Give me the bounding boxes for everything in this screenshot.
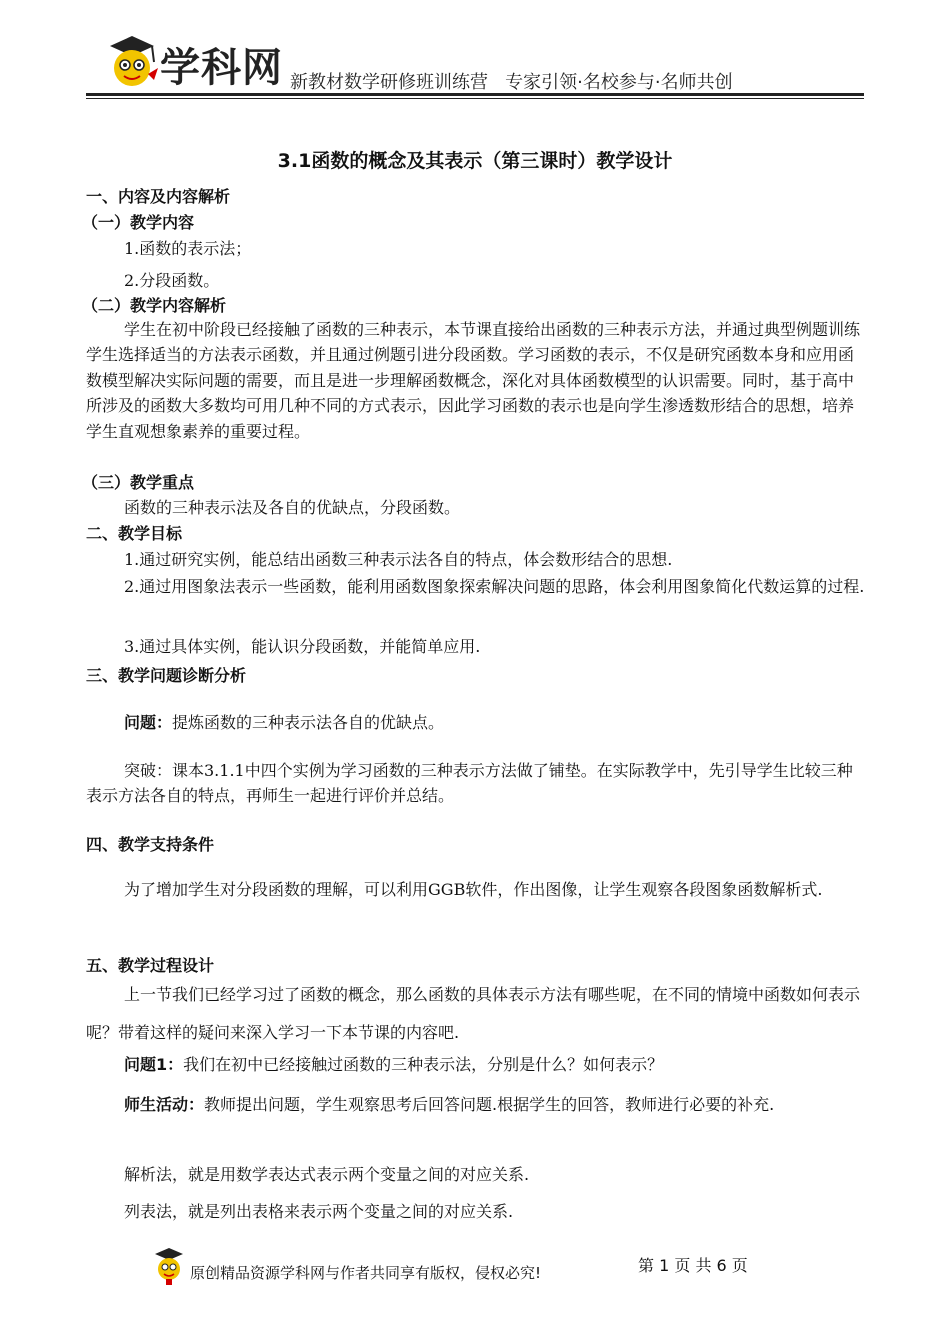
section-4-heading: 四、教学支持条件 — [86, 835, 215, 854]
support-paragraph: 为了增加学生对分段函数的理解，可以利用GGB软件，作出图像，让学生观察各段图象函数解析式. — [124, 880, 823, 899]
activity-label: 师生活动： — [124, 1095, 205, 1114]
process-intro: 上一节我们已经学习过了函数的概念，那么函数的具体表示方法有哪些呢，在不同的情境中函数如何表示呢？带着这样的疑问来深入学习一下本节课的内容吧. — [86, 985, 861, 1042]
section-1-sub-1: （一）教学内容 — [82, 213, 195, 232]
section-1-sub-2: （二）教学内容解析 — [82, 296, 227, 315]
header-tagline: 新教材数学研修班训练营 专家引领·名校参与·名师共创 — [290, 72, 733, 93]
document-title: 3.1函数的概念及其表示（第三课时）教学设计 — [277, 150, 673, 172]
activity-text: 教师提出问题，学生观察思考后回答问题.根据学生的回答，教师进行必要的补充. — [204, 1095, 775, 1114]
section-3-heading: 三、教学问题诊断分析 — [86, 666, 247, 685]
goal-2: 2.通过用图象法表示一些函数，能利用函数图象探索解决问题的思路，体会利用图象简化代数运算的过程. — [124, 577, 865, 596]
section-1-sub-3: （三）教学重点 — [82, 473, 195, 492]
goal-3: 3.通过具体实例，能认识分段函数，并能简单应用. — [124, 637, 481, 656]
question-1 — [124, 1052, 663, 1075]
question-label: 问题： — [124, 713, 173, 732]
content-analysis-paragraph: 学生在初中阶段已经接触了函数的三种表示，本节课直接给出函数的三种表示方法，并通过典型例题训练学生选择适当的方法表示函数，并且通过例题引进分段函数。学习函数的表示，不仅是研究函数本身和应用函数模型解决实际问题的需要，而且是进一步理解函数概念，深化对具体函数模型的认识需要。同时，基于高中所涉及的函数大多数均可用几种不同的方式表示，因此学习函数的表示也是向学生渗透数形结合的思想，培养学生直观想象素养的重要过程。 — [86, 320, 861, 441]
header-rule-thin — [86, 98, 864, 99]
analytic-method: 解析法，就是用数学表达式表示两个变量之间的对应关系. — [124, 1165, 530, 1184]
goal-1: 1.通过研究实例，能总结出函数三种表示法各自的特点，体会数形结合的思想. — [124, 550, 673, 569]
header — [0, 0, 950, 110]
header-rule — [86, 93, 864, 96]
breakthrough-paragraph: 突破：课本3.1.1中四个实例为学习函数的三种表示方法做了铺垫。在实际教学中，先引导学生比较三种表示方法各自的特点，再师生一起进行评价并总结。 — [86, 761, 853, 806]
page-number: 第 1 页 共 6 页 — [638, 1256, 748, 1275]
activity-paragraph — [86, 1086, 866, 1124]
question-1-text: 我们在初中已经接触过函数的三种表示法，分别是什么？如何表示？ — [183, 1055, 664, 1074]
footer-copyright: 原创精品资源学科网与作者共同享有版权，侵权必究! — [190, 1264, 542, 1282]
content-item-2: 2.分段函数。 — [124, 271, 220, 290]
section-2-heading: 二、教学目标 — [86, 524, 183, 543]
section-1-heading: 一、内容及内容解析 — [86, 187, 231, 206]
question-text: 提炼函数的三种表示法各自的优缺点。 — [172, 713, 445, 732]
mascot-logo-icon — [104, 34, 160, 92]
brand-name: 学科网 — [160, 45, 283, 91]
content-item-1: 1.函数的表示法； — [124, 239, 252, 258]
diagnosis-question — [124, 710, 444, 733]
footer-mascot-icon — [152, 1246, 186, 1286]
table-method: 列表法，就是列出表格来表示两个变量之间的对应关系. — [124, 1202, 514, 1221]
section-5-heading: 五、教学过程设计 — [86, 956, 215, 975]
teaching-focus: 函数的三种表示法及各自的优缺点，分段函数。 — [124, 498, 461, 517]
question-1-label: 问题1： — [124, 1055, 184, 1074]
